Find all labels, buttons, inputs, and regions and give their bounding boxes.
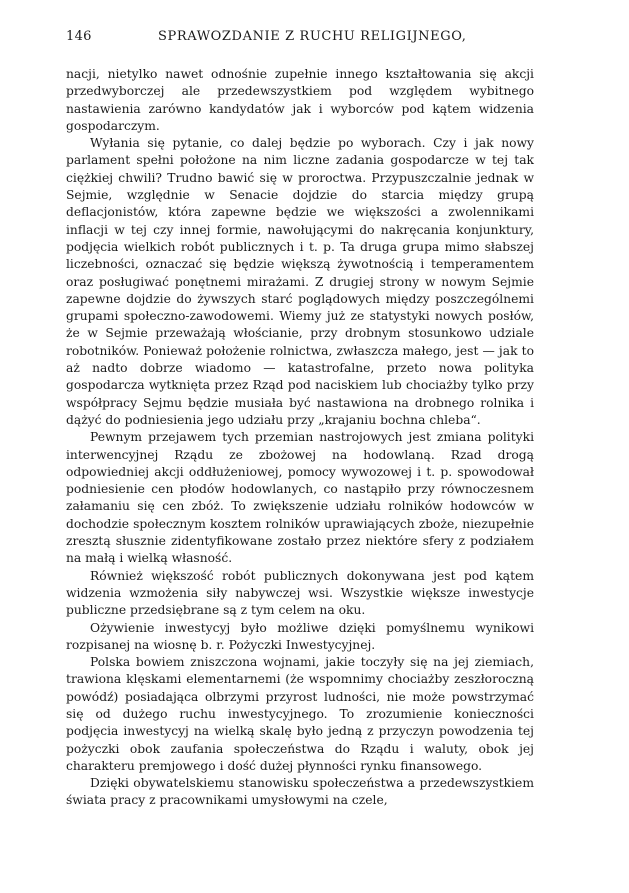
paragraph-continuation: nacji, nietylko nawet odnośnie zupełnie innego kształtowania się akcji przedwyborczej ale przedewszystkiem pod względem wybitnego nastawienia zarówno kandydatów jak i wyborców pod kątem widzenia gospodarczym.	[66, 67, 534, 133]
running-head-title: SPRAWOZDANIE Z RUCHU RELIGIJNEGO,	[158, 29, 467, 44]
running-head	[66, 29, 531, 47]
body-text	[66, 66, 534, 810]
paragraph: Polska bowiem zniszczona wojnami, jakie toczyły się na jej ziemiach, trawiona klęskami elementarnemi (że wspomnimy chociażby zeszłoroczną powódź) posiadająca olbrzymi przyrost ludności, nie może powstrzymać się od dużego ruchu inwestycyjnego. To zrozumienie konieczności podjęcia inwestycyj na wielką skalę było jedną z przyczyn powodzenia tej pożyczki obok zaufania społeczeństwa do Rządu i waluty, obok jej charakteru premjowego i dość dużej płynności rynku finansowego.	[66, 655, 534, 773]
page-number: 146	[66, 29, 92, 44]
paragraph: Pewnym przejawem tych przemian nastrojowych jest zmiana polityki interwencyjnej Rządu ze zbożowej na hodowlaną. Rzad drogą odpowiedniej akcji oddłużeniowej, pomocy wywozowej i t. p. spowodował podniesienie cen płodów hodowlanych, co nastąpiło przy równoczesnem załamaniu się cen zbóż. To zwiększenie udziału rolników hodowców w dochodzie społecznym kosztem rolników uprawiających zboże, niezupełnie zresztą słusznie zidentyfikowane zostało przez niektóre sfery z podziałem na małą i wielką własność.	[66, 430, 534, 566]
paragraph: Również większość robót publicznych dokonywana jest pod kątem widzenia wzmożenia siły nabywczej wsi. Wszystkie większe inwestycje publiczne przedsiębrane są z tym celem na oku.	[66, 568, 534, 618]
paragraph: Ożywienie inwestycyj było możliwe dzięki pomyślnemu wynikowi rozpisanej na wiosnę b. r. Pożyczki Inwestycyjnej.	[66, 620, 534, 652]
paragraph: Wyłania się pytanie, co dalej będzie po wyborach. Czy i jak nowy parlament spełni położone na nim liczne zadania gospodarcze w tej tak ciężkiej chwili? Trudno bawić się w proroctwa. Przypuszczalnie jednak w Sejmie, względnie w Senacie dojdzie do starcia między grupą deflacjonistów, która zapewne będzie we większości a zwolennikami inflacji w tej czy innej formie, nawołującymi do nakręcania konjunktury, podjęcia wielkich robót publicznych i t. p. Ta druga grupa mimo słabszej liczebności, oznaczać się będzie większą żywotnością i temperamentem oraz posługiwać ponętnemi mirażami. Z drugiej strony w nowym Sejmie zapewne dojdzie do żywszych starć poglądowych między poszczególnemi grupami społeczno-zawodowemi. Wiemy już ze statystyki nowych posłów, że w Sejmie przeważają włościanie, przy drobnym stosunkowo udziale robotników. Ponieważ położenie rolnictwa, zwłaszcza małego, jest — jak to aż nadto dobrze wiadomo — katastrofalne, przeto nowa polityka gospodarcza wytknięta przez Rząd pod naciskiem lub chociażby tylko przy współpracy Sejmu będzie musiała być nastawiona na drobnego rolnika i dążyć do podniesienia jego udziału przy „krajaniu bochna chleba“.	[66, 136, 534, 427]
paragraph: Dzięki obywatelskiemu stanowisku społeczeństwa a przedewszystkiem świata pracy z pracownikami umysłowymi na czele,	[66, 776, 534, 808]
